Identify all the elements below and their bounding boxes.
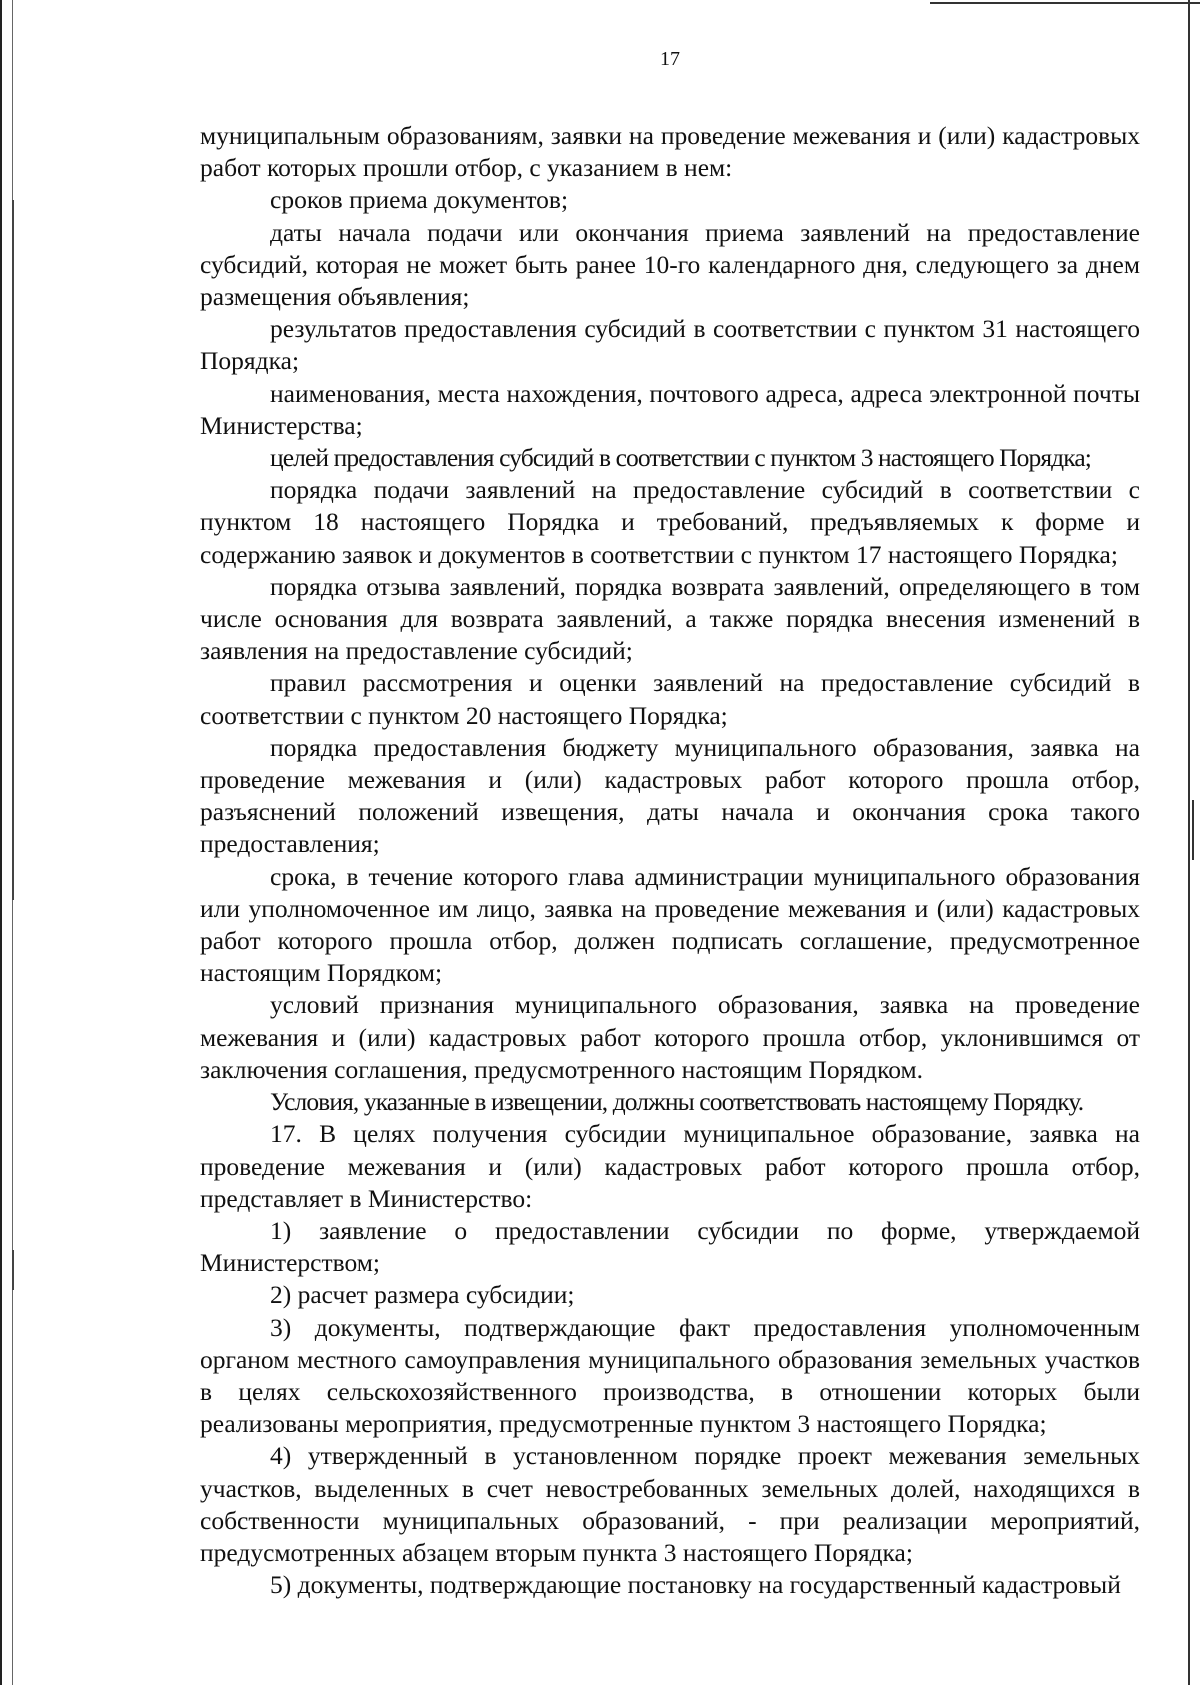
paragraph: 4) утвержденный в установленном порядке проект межевания земельных участков, выделенных в счет невостребованных земельных долей, находящихся в собственности муниципальных образований, - при реализации мероприятий, предусмотренных абзацем вторым пункта 3 настоящего Порядка;	[200, 1441, 1140, 1567]
paragraph: порядка подачи заявлений на предоставление субсидий в соответствии с пунктом 18 настоящего Порядка и требований, предъявляемых к форме и содержанию заявок и документов в соответствии с пунктом 17 настоящего Порядка;	[200, 475, 1140, 569]
scan-artifact-left-lower	[12, 1250, 14, 1290]
document-body	[200, 120, 1140, 1601]
scan-border-right	[1188, 0, 1190, 1685]
paragraph: 1) заявление о предоставлении субсидии по форме, утверждаемой Министерством;	[200, 1215, 1140, 1278]
paragraph: муниципальным образованиям, заявки на проведение межевания и (или) кадастровых работ которых прошли отбор, с указанием в нем:	[200, 121, 1140, 183]
page-number: 17	[660, 48, 680, 70]
paragraph: даты начала подачи или окончания приема заявлений на предоставление субсидий, которая не может быть ранее 10-го календарного дня, следующего за днем размещения объявления;	[200, 217, 1140, 312]
scan-artifact-right	[1192, 800, 1194, 860]
paragraph: порядка отзыва заявлений, порядка возврата заявлений, определяющего в том числе основания для возврата заявлений, а также порядка внесения изменений в заявления на предоставление субсидий;	[200, 571, 1140, 666]
paragraph: правил рассмотрения и оценки заявлений на предоставление субсидий в соответствии с пунктом 20 настоящего Порядка;	[200, 668, 1140, 730]
paragraph: 5) документы, подтверждающие постановку на государственный кадастровый	[270, 1570, 1121, 1600]
paragraph: Условия, указанные в извещении, должны соответствовать настоящему Порядку.	[270, 1087, 1084, 1117]
paragraph: срока, в течение которого глава администрации муниципального образования или уполномоченное им лицо, заявка на проведение межевания и (или) кадастровых работ которого прошла отбор, должен подписать соглашение, предусмотренное настоящим Порядком;	[200, 861, 1140, 988]
paragraph: 2) расчет размера субсидии;	[270, 1280, 575, 1310]
paragraph: 3) документы, подтверждающие факт предоставления уполномоченным органом местного самоуправления муниципального образования земельных участков в целях сельскохозяйственного производства, в отношении которых были реализованы мероприятия, предусмотренные пунктом 3 настоящего Порядка;	[200, 1312, 1140, 1439]
paragraph: 17. В целях получения субсидии муниципальное образование, заявка на проведение межевания и (или) кадастровых работ которого прошла отбор, представляет в Министерство:	[200, 1119, 1140, 1213]
paragraph: сроков приема документов;	[270, 185, 569, 215]
paragraph: порядка предоставления бюджету муниципального образования, заявка на проведение межевания и (или) кадастровых работ которого прошла отбор, разъяснений положений извещения, даты начала и окончания срока такого предоставления;	[200, 732, 1140, 859]
paragraph: наименования, места нахождения, почтового адреса, адреса электронной почты Министерства;	[200, 378, 1140, 440]
paragraph: условий признания муниципального образования, заявка на проведение межевания и (или) кадастровых работ которого прошла отбор, уклонившимся от заключения соглашения, предусмотренного настоящим Порядком.	[200, 990, 1140, 1084]
scan-artifact-left	[12, 200, 14, 900]
paragraph: результатов предоставления субсидий в соответствии с пунктом 31 настоящего Порядка;	[200, 314, 1140, 376]
paragraph: целей предоставления субсидий в соответствии с пунктом 3 настоящего Порядка;	[270, 443, 1091, 473]
scan-artifact-top-line	[930, 2, 1200, 4]
